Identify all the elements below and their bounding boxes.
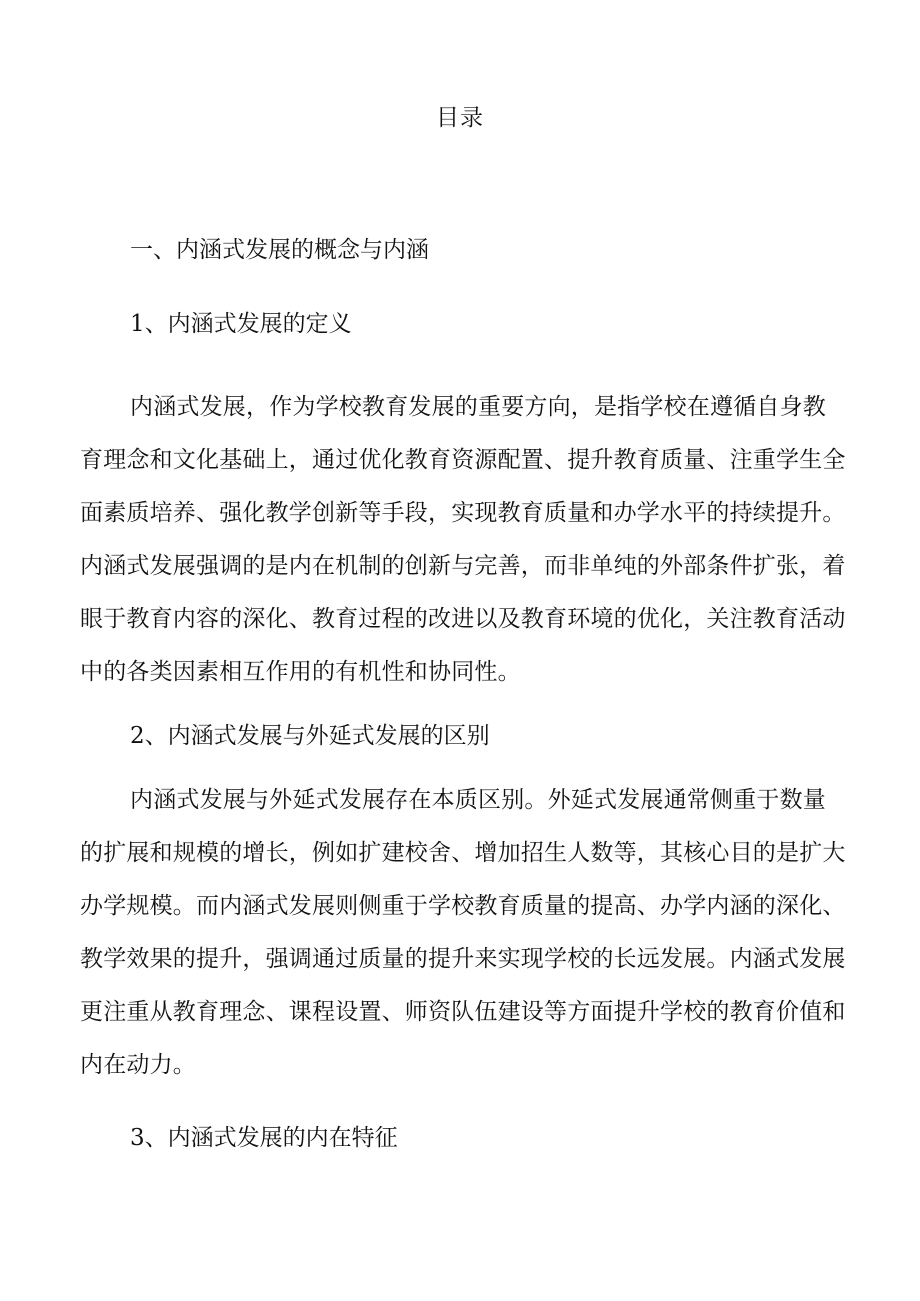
paragraph-line: 内涵式发展，作为学校教育发展的重要方向，是指学校在遵循自身教 <box>130 394 826 420</box>
paragraph-line: 育理念和文化基础上，通过优化教育资源配置、提升教育质量、注重学生全 <box>80 447 846 473</box>
paragraph-line: 教学效果的提升，强调通过质量的提升来实现学校的长远发展。内涵式发展 <box>80 946 846 972</box>
subsection-heading-2: 2、内涵式发展与外延式发展的区别 <box>130 723 490 749</box>
paragraph-line: 眼于教育内容的深化、教育过程的改进以及教育环境的优化，关注教育活动 <box>80 606 846 632</box>
paragraph-line: 中的各类因素相互作用的有机性和协同性。 <box>80 659 521 685</box>
paragraph-line: 内涵式发展与外延式发展存在本质区别。外延式发展通常侧重于数量 <box>130 787 826 813</box>
paragraph-definition <box>80 381 846 699</box>
paragraph-line: 内涵式发展强调的是内在机制的创新与完善，而非单纯的外部条件扩张，着 <box>80 553 846 579</box>
subsection-heading-1: 1、内涵式发展的定义 <box>130 311 352 337</box>
page-title: 目录 <box>436 105 484 131</box>
paragraph-line: 面素质培养、强化教学创新等手段，实现教育质量和办学水平的持续提升。 <box>80 500 846 526</box>
paragraph-line: 办学规模。而内涵式发展则侧重于学校教育质量的提高、办学内涵的深化、 <box>80 893 846 919</box>
subsection-heading-3: 3、内涵式发展的内在特征 <box>130 1125 398 1151</box>
section-heading-1: 一、内涵式发展的概念与内涵 <box>130 237 429 263</box>
paragraph-line: 的扩展和规模的增长，例如扩建校舍、增加招生人数等，其核心目的是扩大 <box>80 840 846 866</box>
paragraph-difference <box>80 774 846 1092</box>
paragraph-line: 内在动力。 <box>80 1052 196 1078</box>
paragraph-line: 更注重从教育理念、课程设置、师资队伍建设等方面提升学校的教育价值和 <box>80 999 846 1025</box>
